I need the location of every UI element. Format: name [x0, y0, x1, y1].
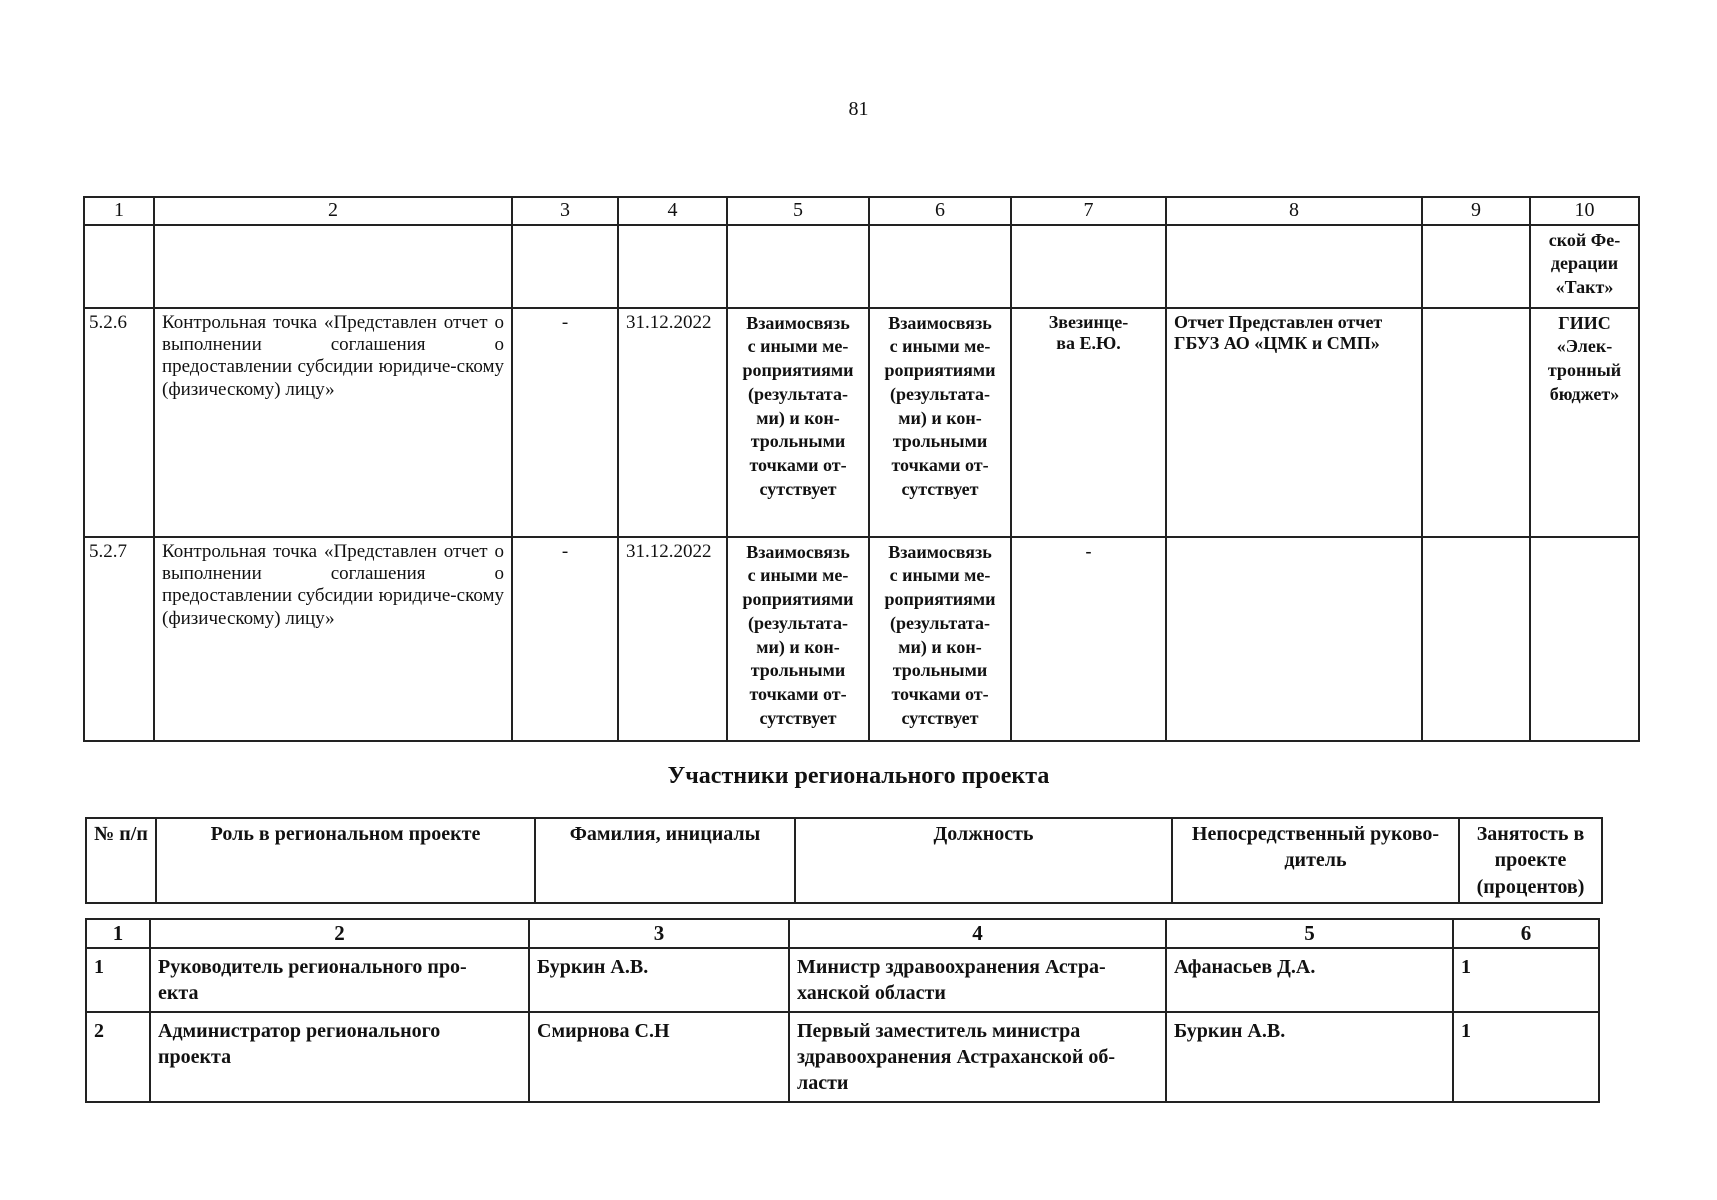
cell-number: 5.2.6	[84, 308, 154, 537]
cell-date	[618, 225, 727, 308]
column-number: 1	[84, 197, 154, 225]
cell-name: Буркин А.В.	[529, 948, 789, 1012]
cell-col9	[1422, 537, 1530, 741]
column-number: 2	[150, 919, 529, 948]
table-row	[84, 225, 1639, 308]
column-number: 9	[1422, 197, 1530, 225]
cell-role: Руководитель регионального про- екта	[150, 948, 529, 1012]
header-employment: Занятость в проекте (процентов)	[1459, 818, 1602, 903]
cell-col9	[1422, 225, 1530, 308]
cell-description: Контрольная точка «Представлен отчет о выполнении соглашения о предоставлении субсидии юридиче-скому (физическому) лицу»	[154, 308, 512, 537]
column-number: 4	[618, 197, 727, 225]
cell-col5: Взаимосвязь с иными ме- роприятиями (результата- ми) и кон- трольными точками от- сутствует	[727, 537, 869, 741]
participants-table	[85, 918, 1600, 1103]
table-header-row	[86, 919, 1599, 948]
page-number: 81	[848, 98, 869, 120]
header-role: Роль в региональном проекте	[156, 818, 535, 903]
cell-number: 5.2.7	[84, 537, 154, 741]
table-row	[84, 308, 1639, 537]
cell-date: 31.12.2022	[618, 537, 727, 741]
cell-role: Администратор регионального проекта	[150, 1012, 529, 1102]
cell-num: 2	[86, 1012, 150, 1102]
column-number: 7	[1011, 197, 1166, 225]
section-title: Участники регионального проекта	[667, 763, 1050, 789]
header-name: Фамилия, инициалы	[535, 818, 795, 903]
column-number: 3	[529, 919, 789, 948]
cell-position: Министр здравоохранения Астра- ханской области	[789, 948, 1166, 1012]
cell-responsible: -	[1011, 537, 1166, 741]
cell-col3	[512, 225, 618, 308]
cell-employment: 1	[1453, 1012, 1599, 1102]
table-row	[84, 537, 1639, 741]
cell-col9	[1422, 308, 1530, 537]
header-position: Должность	[795, 818, 1172, 903]
cell-result: Отчет Представлен отчет ГБУЗ АО «ЦМК и СМП»	[1166, 308, 1422, 537]
cell-number	[84, 225, 154, 308]
cell-responsible	[1011, 225, 1166, 308]
column-number: 2	[154, 197, 512, 225]
column-number: 3	[512, 197, 618, 225]
cell-col5: Взаимосвязь с иными ме- роприятиями (результата- ми) и кон- трольными точками от- сутствует	[727, 308, 869, 537]
cell-system: ГИИС «Элек- тронный бюджет»	[1530, 308, 1639, 537]
cell-description	[154, 225, 512, 308]
cell-col6: Взаимосвязь с иными ме- роприятиями (результата- ми) и кон- трольными точками от- сутствует	[869, 308, 1011, 537]
cell-col6: Взаимосвязь с иными ме- роприятиями (результата- ми) и кон- трольными точками от- сутствует	[869, 537, 1011, 741]
cell-manager: Буркин А.В.	[1166, 1012, 1453, 1102]
cell-employment: 1	[1453, 948, 1599, 1012]
header-manager: Непосредственный руково- дитель	[1172, 818, 1459, 903]
column-number: 8	[1166, 197, 1422, 225]
cell-system	[1530, 537, 1639, 741]
cell-col6	[869, 225, 1011, 308]
cell-num: 1	[86, 948, 150, 1012]
participants-header-table	[85, 817, 1603, 904]
column-number: 5	[727, 197, 869, 225]
column-number: 6	[869, 197, 1011, 225]
cell-col3: -	[512, 537, 618, 741]
cell-position: Первый заместитель министра здравоохранения Астраханской об- ласти	[789, 1012, 1166, 1102]
cell-result	[1166, 225, 1422, 308]
cell-system: ской Фе- дерации «Такт»	[1530, 225, 1639, 308]
header-num: № п/п	[86, 818, 156, 903]
participants-header-row	[86, 818, 1602, 903]
cell-manager: Афанасьев Д.А.	[1166, 948, 1453, 1012]
column-number: 4	[789, 919, 1166, 948]
cell-description: Контрольная точка «Представлен отчет о выполнении соглашения о предоставлении субсидии юридиче-скому (физическому) лицу»	[154, 537, 512, 741]
cell-responsible: Звезинце- ва Е.Ю.	[1011, 308, 1166, 537]
table-row	[86, 1012, 1599, 1102]
cell-date: 31.12.2022	[618, 308, 727, 537]
cell-name: Смирнова С.Н	[529, 1012, 789, 1102]
table-row	[86, 948, 1599, 1012]
column-number: 10	[1530, 197, 1639, 225]
column-number: 1	[86, 919, 150, 948]
cell-result	[1166, 537, 1422, 741]
cell-col3: -	[512, 308, 618, 537]
column-number: 6	[1453, 919, 1599, 948]
column-number: 5	[1166, 919, 1453, 948]
control-points-table	[83, 196, 1640, 742]
table-header-row	[84, 197, 1639, 225]
cell-col5	[727, 225, 869, 308]
